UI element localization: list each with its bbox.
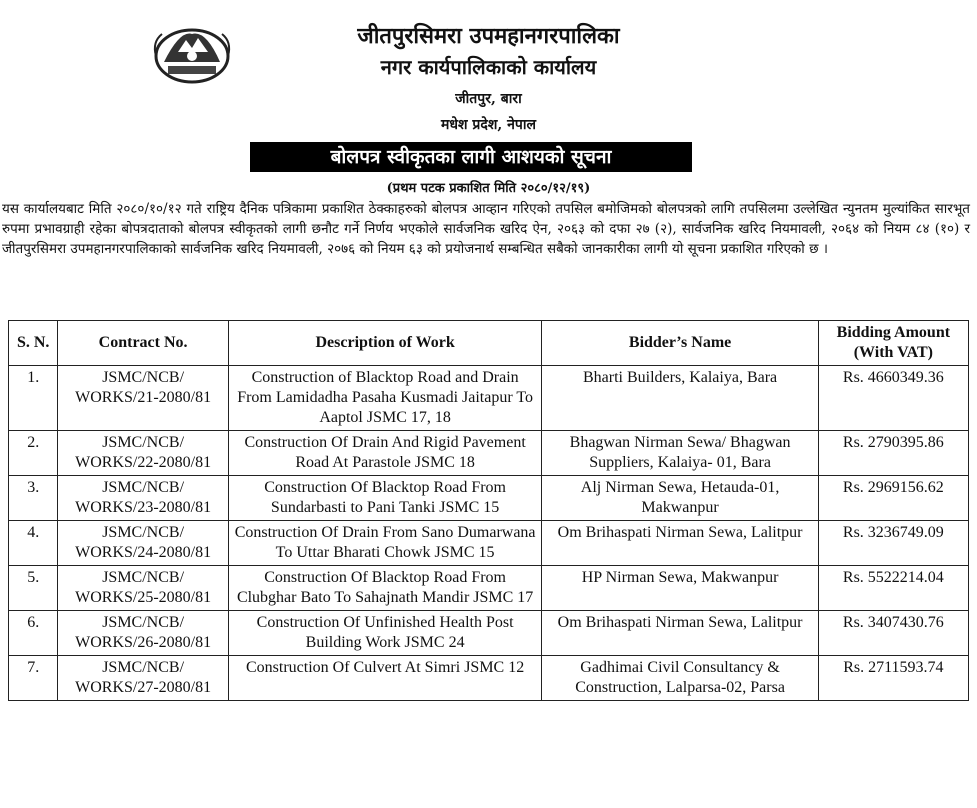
- province-name: मधेश प्रदेश, नेपाल: [441, 117, 536, 133]
- cell-amount: Rs. 3236749.09: [818, 521, 968, 566]
- cell-bidder: Om Brihaspati Nirman Sewa, Lalitpur: [542, 521, 818, 566]
- cell-sn: 1.: [9, 366, 58, 431]
- cell-bidder: Alj Nirman Sewa, Hetauda-01, Makwanpur: [542, 476, 818, 521]
- cell-sn: 7.: [9, 656, 58, 701]
- cell-sn: 4.: [9, 521, 58, 566]
- cell-description: Construction Of Drain And Rigid Pavement Road At Parastole JSMC 18: [228, 431, 542, 476]
- table-row: [9, 366, 969, 431]
- cell-bidder: Bharti Builders, Kalaiya, Bara: [542, 366, 818, 431]
- cell-contract: JSMC/NCB/ WORKS/23-2080/81: [58, 476, 228, 521]
- office-location: जीतपुर, बारा: [455, 91, 522, 107]
- col-header-sn: S. N.: [9, 321, 58, 366]
- cell-description: Construction Of Drain From Sano Dumarwana To Uttar Bharati Chowk JSMC 15: [228, 521, 542, 566]
- cell-description: Construction Of Unfinished Health Post Building Work JSMC 24: [228, 611, 542, 656]
- publish-date-note: (प्रथम पटक प्रकाशित मिति २०८०/१२/१९): [386, 181, 591, 196]
- cell-contract: JSMC/NCB/ WORKS/27-2080/81: [58, 656, 228, 701]
- cell-description: Construction Of Blacktop Road From Clubghar Bato To Sahajnath Mandir JSMC 17: [228, 566, 542, 611]
- col-header-contract: Contract No.: [58, 321, 228, 366]
- cell-amount: Rs. 2711593.74: [818, 656, 968, 701]
- table-row: [9, 656, 969, 701]
- cell-description: Construction Of Blacktop Road From Sundarbasti to Pani Tanki JSMC 15: [228, 476, 542, 521]
- table-row: [9, 566, 969, 611]
- cell-bidder: Gadhimai Civil Consultancy & Construction, Lalparsa-02, Parsa: [542, 656, 818, 701]
- cell-contract: JSMC/NCB/ WORKS/25-2080/81: [58, 566, 228, 611]
- cell-amount: Rs. 2969156.62: [818, 476, 968, 521]
- table-row: [9, 431, 969, 476]
- col-header-bidder: Bidder’s Name: [542, 321, 818, 366]
- office-name: नगर कार्यपालिकाको कार्यालय: [380, 55, 597, 79]
- cell-bidder: HP Nirman Sewa, Makwanpur: [542, 566, 818, 611]
- cell-contract: JSMC/NCB/ WORKS/24-2080/81: [58, 521, 228, 566]
- cell-sn: 3.: [9, 476, 58, 521]
- notice-paragraph: यस कार्यालयबाट मिति २०८०/१०/१२ गते राष्ट्रिय दैनिक पत्रिकामा प्रकाशित ठेक्काहरुको बोलपत्र आव्हान गरिएको तपसिल बमोजिमको बोलपत्रको लागि तपसिलमा उल्लेखित न्युनतम मुल्यांकित सारभूत रुपमा प्रभावग्राही रहेका बोपत्रदाताको बोलपत्र स्वीकृतको लागी छनौट गर्ने निर्णय भएकोले सार्वजनिक खरिद ऐन, २०६३ को दफा २७ (२), सार्वजनिक खरिद नियमावली, २०६४ को नियम ८४ (१०) र जीतपुरसिमरा उपमहानगरपालिकाको सार्वजनिक खरिद नियमावली, २०७६ को नियम ६३ को प्रयोजनार्थ सम्बन्धित सबैको जानकारीका लागी यो सूचना प्रकाशित गरिएको छ ।: [2, 201, 970, 257]
- cell-amount: Rs. 4660349.36: [818, 366, 968, 431]
- cell-description: Construction Of Culvert At Simri JSMC 12: [228, 656, 542, 701]
- cell-bidder: Bhagwan Nirman Sewa/ Bhagwan Suppliers, Kalaiya- 01, Bara: [542, 431, 818, 476]
- table-row: [9, 521, 969, 566]
- cell-bidder: Om Brihaspati Nirman Sewa, Lalitpur: [542, 611, 818, 656]
- notice-title-banner: बोलपत्र स्वीकृतका लागी आशयको सूचना: [250, 142, 692, 172]
- cell-contract: JSMC/NCB/ WORKS/26-2080/81: [58, 611, 228, 656]
- col-header-description: Description of Work: [228, 321, 542, 366]
- table-row: [9, 476, 969, 521]
- cell-amount: Rs. 3407430.76: [818, 611, 968, 656]
- cell-sn: 5.: [9, 566, 58, 611]
- municipality-name: जीतपुरसिमरा उपमहानगरपालिका: [357, 23, 620, 49]
- col-header-amount: Bidding Amount (With VAT): [818, 321, 968, 366]
- table-row: [9, 611, 969, 656]
- cell-contract: JSMC/NCB/ WORKS/22-2080/81: [58, 431, 228, 476]
- cell-sn: 2.: [9, 431, 58, 476]
- bid-table: [8, 320, 969, 701]
- cell-description: Construction of Blacktop Road and Drain From Lamidadha Pasaha Kusmadi Jaitapur To Aaptol JSMC 17, 18: [228, 366, 542, 431]
- cell-sn: 6.: [9, 611, 58, 656]
- cell-amount: Rs. 2790395.86: [818, 431, 968, 476]
- table-header-row: [9, 321, 969, 366]
- cell-contract: JSMC/NCB/ WORKS/21-2080/81: [58, 366, 228, 431]
- cell-amount: Rs. 5522214.04: [818, 566, 968, 611]
